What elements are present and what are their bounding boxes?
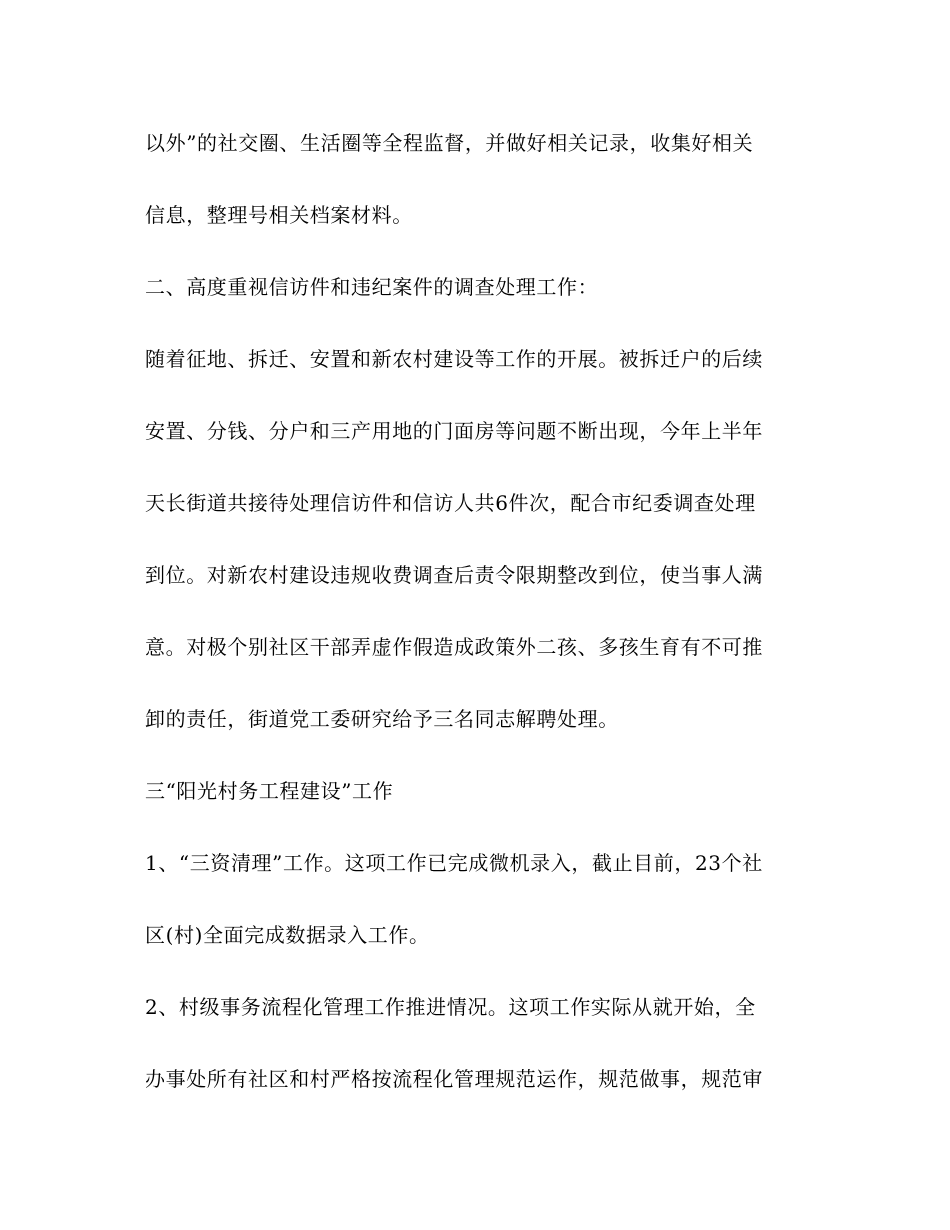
paragraph-line: 到位。对新农村建设违规收费调查后责令限期整改到位，使当事人满	[145, 563, 763, 587]
paragraph-line: 安置、分钱、分户和三产用地的门面房等问题不断出现，今年上半年	[145, 419, 763, 443]
paragraph-line: 随着征地、拆迁、安置和新农村建设等工作的开展。被拆迁户的后续	[145, 347, 763, 371]
paragraph-line: 1、“三资清理”工作。这项工作已完成微机录入，截止目前，23个社	[145, 851, 763, 875]
paragraph-line: 区(村)全面完成数据录入工作。	[145, 923, 430, 947]
paragraph-line: 意。对极个别社区干部弄虚作假造成政策外二孩、多孩生育有不可推	[145, 635, 763, 659]
paragraph-line: 卸的责任，街道党工委研究给予三名同志解聘处理。	[145, 707, 619, 731]
paragraph-line: 办事处所有社区和村严格按流程化管理规范运作，规范做事，规范审	[145, 1067, 763, 1091]
section-heading: 三“阳光村务工程建设”工作	[145, 779, 394, 803]
section-heading: 二、高度重视信访件和违纪案件的调查处理工作：	[145, 275, 599, 299]
paragraph-line: 以外”的社交圈、生活圈等全程监督，并做好相关记录，收集好相关	[145, 131, 754, 155]
paragraph-line: 2、村级事务流程化管理工作推进情况。这项工作实际从就开始，全	[145, 995, 756, 1019]
paragraph-line: 信息，整理号相关档案材料。	[145, 203, 413, 227]
paragraph-line: 天长街道共接待处理信访件和信访人共6件次，配合市纪委调查处理	[145, 491, 756, 515]
